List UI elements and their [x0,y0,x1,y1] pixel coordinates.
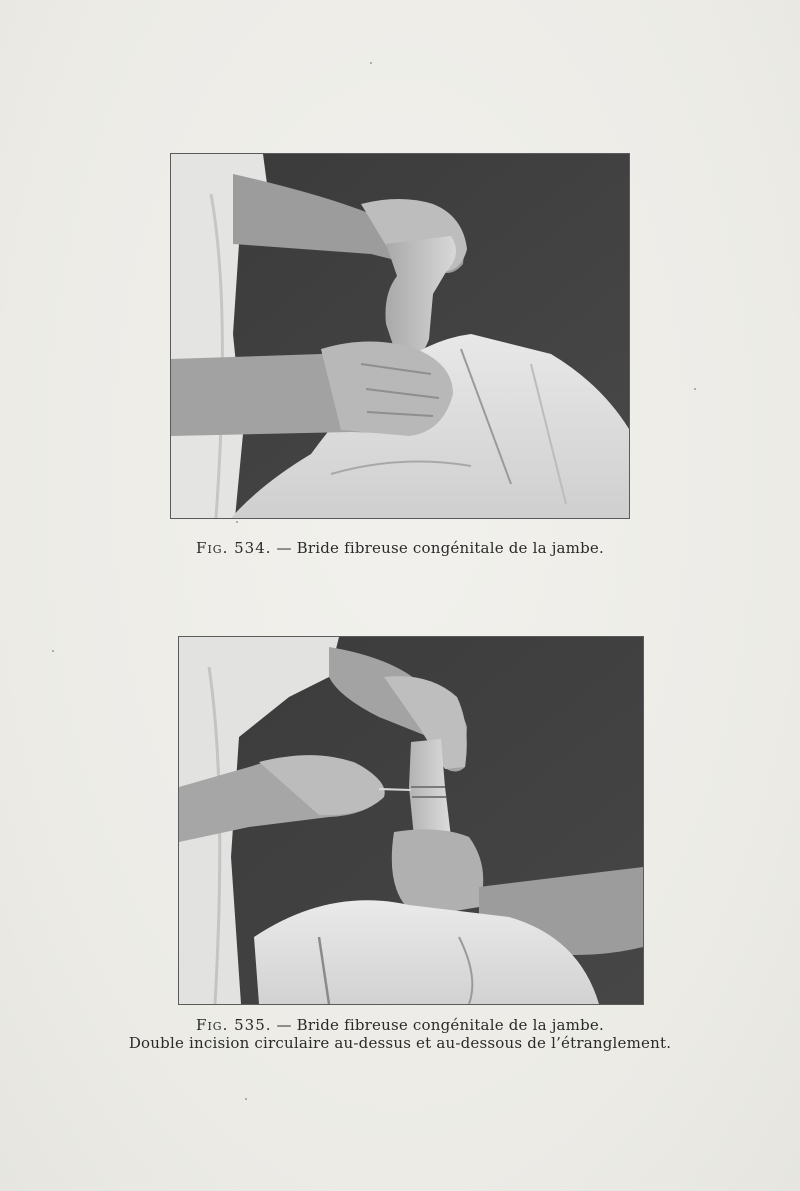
paper-speck [370,62,372,64]
figure-535-label: Fig. 535. [196,1016,272,1034]
figure-535-caption [0,1016,800,1035]
paper-speck [236,521,238,523]
figure-534-label: Fig. 534. [196,539,272,557]
paper-speck [694,388,696,390]
figure-535-photograph [179,637,643,1004]
paper-speck [245,1098,247,1100]
figure-534-image [171,154,629,518]
figure-534-photograph [171,154,629,518]
figure-535-caption-line2: Double incision circulaire au-dessus et au-dessous de l’étranglement. [128,1034,672,1052]
figure-534-caption-text: — Bride fibreuse congénitale de la jambe. [271,539,604,557]
figure-534-caption [0,539,800,558]
paper-speck [52,650,54,652]
figure-535-image [179,637,643,1004]
figure-535-caption-text: — Bride fibreuse congénitale de la jambe. [271,1016,604,1034]
